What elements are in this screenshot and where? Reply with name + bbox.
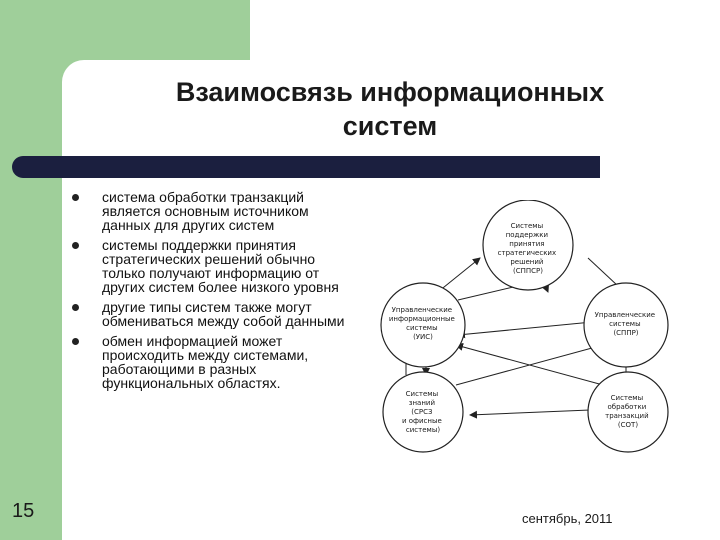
bullet-dot-icon (72, 304, 79, 311)
node-sppsr-line: (СППСР) (513, 267, 543, 275)
bullet-text: другие типы систем также могут обмениваться между собой данными (102, 299, 345, 329)
node-sot-line: (СОТ) (617, 421, 639, 429)
title-underline-bar (12, 156, 600, 178)
node-uis-line: информационные (388, 315, 455, 323)
node-sppsr-line: принятия (509, 240, 545, 248)
node-sppsr-line: поддержки (505, 231, 549, 239)
node-sppsr-line: стратегических (497, 249, 557, 257)
bullet-item (72, 238, 352, 294)
node-sz (383, 372, 463, 452)
bullet-item (72, 190, 352, 232)
node-sz-line: системы) (405, 426, 441, 434)
node-sppr-line: системы (609, 320, 641, 328)
bullet-item (72, 300, 352, 328)
bullet-text: система обработки транзакций является основным источником данных для других систем (102, 189, 309, 233)
node-sot-line: обработки (607, 403, 647, 411)
node-sppsr-line: Системы (510, 222, 544, 230)
footer-date: сентябрь, 2011 (522, 511, 613, 526)
slide-title (90, 75, 690, 143)
node-sppr (584, 283, 668, 367)
node-sot-line: Системы (610, 394, 644, 402)
bullet-item (72, 334, 352, 390)
node-sot-line: транзакций (605, 412, 649, 420)
node-sz-line: (СРСЗ (411, 408, 433, 416)
node-uis-line: (УИС) (413, 333, 433, 341)
bullet-dot-icon (72, 194, 79, 201)
edge-sot-to-sz (470, 410, 590, 415)
node-sppsr (483, 200, 573, 290)
node-sppr-line: (СППР) (613, 329, 639, 337)
node-uis (381, 283, 465, 367)
bullet-text: обмен информацией может происходить между системами, работающими в разных функциональных областях. (102, 333, 309, 391)
node-sppsr-line: решений (510, 258, 544, 266)
bullet-dot-icon (72, 338, 79, 345)
slide-title-line-1: Взаимосвязь информационных (175, 77, 605, 107)
node-sppr-line: Управленческие (594, 311, 656, 319)
systems-diagram (378, 200, 678, 460)
node-uis-line: системы (406, 324, 438, 332)
node-sz-line: и офисные (401, 417, 442, 425)
node-uis-line: Управленческие (391, 306, 453, 314)
page-number: 15 (12, 500, 35, 522)
bullet-text: системы поддержки принятия стратегических решений обычно только получают информацию от других систем более низкого уровня (102, 237, 339, 295)
node-sot (588, 372, 668, 452)
slide-title-line-2: систем (342, 111, 438, 141)
bullet-list (72, 190, 352, 396)
node-sz-line: знаний (408, 399, 436, 407)
bullet-dot-icon (72, 242, 79, 249)
node-sz-line: Системы (405, 390, 439, 398)
